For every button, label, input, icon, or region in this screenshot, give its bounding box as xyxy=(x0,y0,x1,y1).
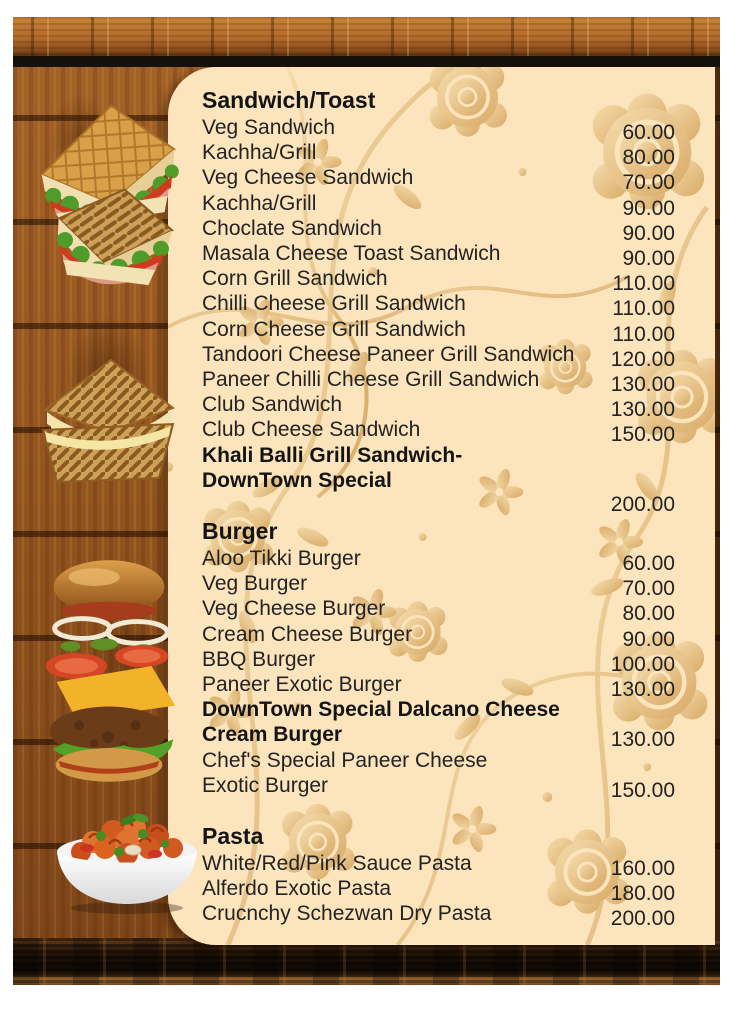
section-title: Pasta xyxy=(202,823,264,850)
menu-item-row xyxy=(202,571,675,601)
club-sandwich-photo xyxy=(23,92,191,307)
menu-item-row xyxy=(202,748,675,802)
menu-item-price: 160.00 xyxy=(610,857,675,881)
menu-item-row xyxy=(202,697,675,752)
menu-item-name: Paneer Exotic Burger xyxy=(202,673,402,697)
menu-item-row xyxy=(202,140,675,170)
menu-item-price: 90.00 xyxy=(622,627,675,651)
pasta-bowl-photo xyxy=(43,808,211,916)
menu-item-name: Veg Cheese Sandwich xyxy=(202,166,414,190)
menu-item-row xyxy=(202,417,675,447)
menu-item-row xyxy=(202,165,675,195)
menu-item-price: 100.00 xyxy=(610,652,675,676)
menu-item-name: Kachha/Grill xyxy=(202,191,317,215)
menu-item-price: 130.00 xyxy=(610,398,675,422)
menu-item-name: Veg Burger xyxy=(202,572,308,596)
menu-item-price: 150.00 xyxy=(610,423,675,447)
menu-item-price: 90.00 xyxy=(622,196,675,220)
menu-item-name: Masala Cheese Toast Sandwich xyxy=(202,242,501,266)
menu-item-price: 200.00 xyxy=(610,492,675,516)
section-title: Burger xyxy=(202,518,278,545)
menu-item-row xyxy=(202,622,675,651)
menu-item-row xyxy=(202,647,675,676)
grilled-sandwich-photo xyxy=(33,352,185,490)
menu-item-name: Corn Grill Sandwich xyxy=(202,267,388,291)
menu-item-price: 70.00 xyxy=(622,171,675,195)
menu-item-row xyxy=(202,367,675,397)
menu-item-row xyxy=(202,443,675,516)
menu-item-price: 60.00 xyxy=(622,121,675,144)
menu-item-name: Paneer Chilli Cheese Grill Sandwich xyxy=(202,368,540,392)
menu-item-price: 110.00 xyxy=(612,272,675,296)
menu-item-name: Kachha/Grill xyxy=(202,141,317,165)
menu-section xyxy=(202,87,675,516)
menu-item-name: BBQ Burger xyxy=(202,647,316,671)
menu-item-row xyxy=(202,317,675,346)
menu-panel xyxy=(168,67,715,945)
menu-item-price: 70.00 xyxy=(622,577,675,601)
menu-item-name: Club Sandwich xyxy=(202,393,343,417)
menu-item-price: 90.00 xyxy=(622,247,675,271)
section-title: Sandwich/Toast xyxy=(202,87,376,113)
menu-section xyxy=(202,823,675,931)
menu-item-row xyxy=(202,241,675,271)
menu-item-row xyxy=(202,291,675,321)
menu-sections xyxy=(168,67,715,931)
menu-item-name: Alferdo Exotic Pasta xyxy=(202,877,392,901)
menu-item-price: 150.00 xyxy=(610,778,675,802)
menu-item-name: Corn Cheese Grill Sandwich xyxy=(202,317,466,341)
menu-item-row xyxy=(202,596,675,626)
menu-item-row xyxy=(202,672,675,702)
menu-item-price: 130.00 xyxy=(610,728,675,752)
menu-item-name: Veg Cheese Burger xyxy=(202,597,386,621)
menu-item-name: Choclate Sandwich xyxy=(202,216,382,240)
menu-item-name: Crucnchy Schezwan Dry Pasta xyxy=(202,902,492,926)
menu-item-name: Aloo Tikki Burger xyxy=(202,547,361,571)
menu-item-name: White/Red/Pink Sauce Pasta xyxy=(202,852,472,876)
menu-item-row xyxy=(202,191,675,220)
menu-item-price: 80.00 xyxy=(622,602,675,626)
menu-item-price: 60.00 xyxy=(622,552,675,576)
menu-item-name: Chef's Special Paneer Cheese Exotic Burger xyxy=(202,748,488,797)
menu-item-row xyxy=(202,876,675,906)
menu-item-price: 130.00 xyxy=(610,678,675,702)
menu-item-price: 80.00 xyxy=(622,146,675,170)
menu-item-price: 90.00 xyxy=(622,221,675,245)
frame-gap-line xyxy=(13,56,720,67)
menu-item-price: 120.00 xyxy=(610,347,675,371)
menu-item-row xyxy=(202,546,675,576)
top-wood-plank xyxy=(13,17,720,56)
menu-item-price: 110.00 xyxy=(612,322,675,346)
menu-item-price: 130.00 xyxy=(610,373,675,397)
menu-item-row xyxy=(202,115,675,144)
menu-section xyxy=(202,518,675,802)
menu-item-row xyxy=(202,216,675,245)
burger-photo xyxy=(25,555,193,783)
menu-item-name: Club Cheese Sandwich xyxy=(202,418,421,442)
menu-item-name: Veg Sandwich xyxy=(202,116,336,139)
menu-item-row xyxy=(202,342,675,371)
menu-item-row xyxy=(202,851,675,881)
menu-item-price: 180.00 xyxy=(610,882,675,906)
menu-item-name: Cream Cheese Burger xyxy=(202,622,413,646)
menu-item-row xyxy=(202,266,675,296)
menu-item-name: Khali Balli Grill Sandwich- DownTown Special xyxy=(202,443,463,492)
menu-item-row xyxy=(202,392,675,422)
menu-item-name: Chilli Cheese Grill Sandwich xyxy=(202,292,466,316)
menu-item-price: 200.00 xyxy=(610,907,675,931)
wood-background xyxy=(13,17,720,985)
menu-item-row xyxy=(202,901,675,931)
bottom-toast xyxy=(43,424,173,482)
menu-item-price: 110.00 xyxy=(612,297,675,321)
bottom-wood-planks xyxy=(13,938,720,985)
menu-item-name: Tandoori Cheese Paneer Grill Sandwich xyxy=(202,342,575,366)
menu-item-name: DownTown Special Dalcano Cheese Cream Burger xyxy=(202,698,560,747)
